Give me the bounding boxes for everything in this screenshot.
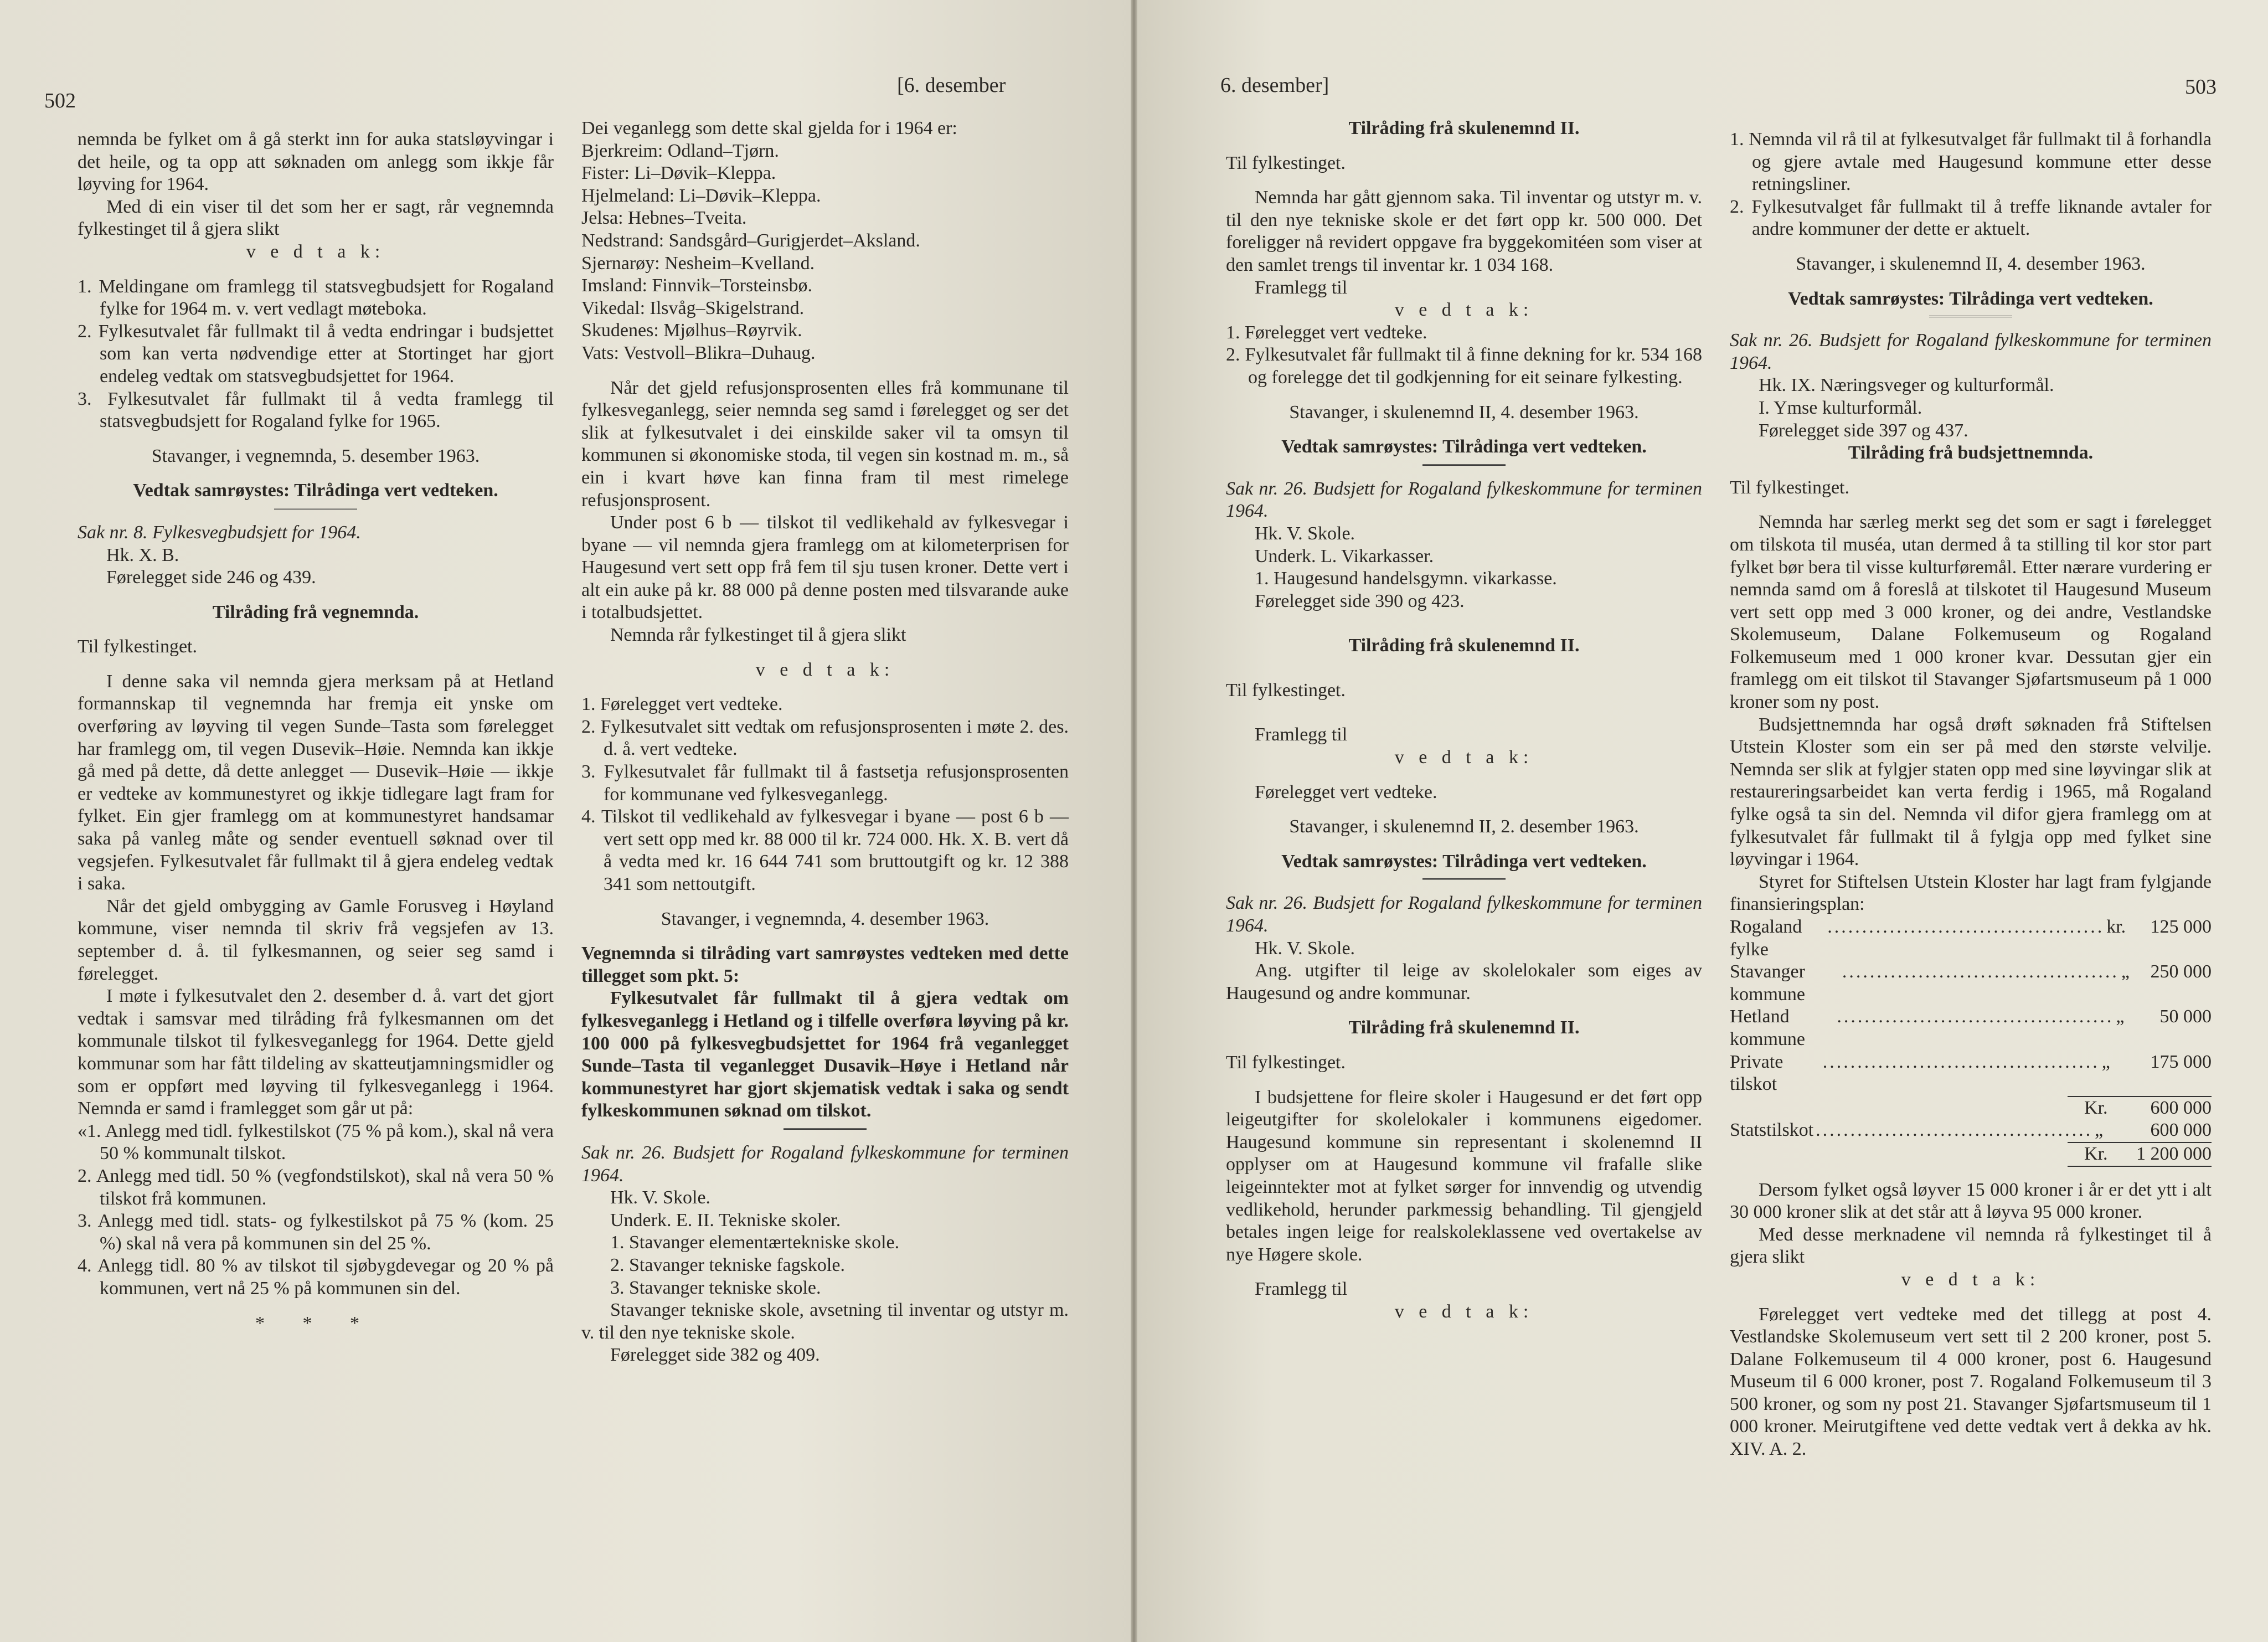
list-item: 1. Førelegget vert vedteke. (581, 694, 783, 715)
list-item: 2. Fylkesutvalet sitt vedtak om refusjonsprosenten i møte 2. des. d. å. vert vedteke. (581, 716, 1069, 760)
leader-dots: ........................................ (1822, 1051, 2100, 1072)
divider (1422, 878, 1506, 880)
section-heading: Tilråding frå budsjettnemnda. (1848, 442, 2094, 464)
finance-label: Private tilskot (1730, 1051, 1784, 1095)
right-column-1 (1226, 117, 1702, 1324)
case-line: Hk. V. Skole. (1255, 938, 1355, 959)
divider (1422, 464, 1506, 466)
vedtak-label: v e d t a k: (1901, 1269, 2040, 1290)
page-number: 502 (44, 89, 76, 112)
place-line: Vats: Vestvoll–Blikra–Duhaug. (581, 342, 816, 363)
list-item: «1. Anlegg med tidl. fylkestilskot (75 % på kom.), skal nå vera 50 % kommunalt tilskot. (78, 1120, 554, 1164)
addressee: Til fylkestinget. (1226, 680, 1346, 701)
list-item: 2. Fylkesutvalet får fullmakt til å finne dekning for kr. 534 168 og forelegge det til godkjenning for eit seinare fylkesting. (1226, 344, 1702, 388)
page-number: 503 (2185, 75, 2217, 99)
finance-amount: 50 000 (2159, 1006, 2212, 1027)
place-line: Skudenes: Mjølhus–Røyrvik. (581, 320, 802, 341)
finance-label: Hetland kommune (1730, 1006, 1805, 1049)
signature-line: Stavanger, i vegnemnda, 5. desember 1963. (151, 445, 480, 466)
paragraph: Dei veganlegg som dette skal gjelda for i 1964 er: (581, 118, 957, 138)
paragraph: Framlegg til (1255, 1279, 1348, 1300)
finance-label: Statstilskot (1730, 1120, 1814, 1141)
list-item: 1. Nemnda vil rå til at fylkesutvalget får fullmakt til å forhandla og gjere avtale med Haugesund kommune etter desse retningsliner. (1730, 129, 2212, 195)
divider (784, 1128, 867, 1130)
paragraph: nemnda be fylket om å gå sterkt inn for auka statsløyvingar i det heile, og ta opp att søknaden om anlegg som ikkje får løyving for 1964. (78, 129, 554, 195)
case-line: Ang. utgifter til leige av skolelokaler som eiges av Haugesund og andre kommunar. (1226, 960, 1702, 1003)
finance-amount: 175 000 (2150, 1051, 2212, 1072)
signature-line: Stavanger, i vegnemnda, 4. desember 1963. (661, 908, 989, 929)
left-column-1 (78, 128, 554, 1335)
addressee: Til fylkestinget. (1730, 477, 1849, 498)
case-title: Sak nr. 26. Budsjett for Rogaland fylkeskommune for terminen 1964. (1226, 478, 1702, 522)
running-head: [6. desember (897, 74, 1006, 97)
list-item: 2. Fylkesutvalet får fullmakt til å vedta endringar i budsjettet som kan verta nødvendige etter at Stortinget har gjort endeleg vedtak om statsvegbudsjettet for 1964. (78, 321, 554, 387)
paragraph: Når det gjeld ombygging av Gamle Forusveg i Høyland kommune, viser nemnda til skriv frå vegsjefen av 13. september d. å. til fylkesmannen, og seier seg samd i førelegget. (78, 895, 554, 984)
paragraph: Når det gjeld refusjonsprosenten elles frå kommunane til fylkesveganlegg, seier nemnda seg samd i førelegget og ser det slik at fylkesutvalet i dei einskilde saker vil ta omsyn til kommunen si økonomiske stoda, til vegen sin kostnad m. m., så ein i kvart høve kan finna fram til mest rimelege refusjonsprosent. (581, 377, 1069, 511)
finance-row (1730, 1051, 2212, 1096)
paragraph: Dersom fylket også løyver 15 000 kroner i år er det ytt i alt 30 000 kroner slik at det står att å løyva 95 000 kroner. (1730, 1179, 2212, 1223)
finance-currency: Kr. (2084, 1143, 2108, 1164)
finance-amount: 125 000 (2150, 917, 2212, 937)
paragraph: Førelegget vert vedteke. (1255, 781, 1437, 802)
case-line: Førelegget side 382 og 409. (610, 1345, 820, 1366)
paragraph: Framlegg til (1255, 724, 1348, 745)
paragraph: Nemnda har særleg merkt seg det som er sagt i førelegget om tilskota til muséa, utan dermed å ta stilling til kor stor part fylket bør bera til visse kulturføremål. Etter nærare vurdering er nemnda samd om å foreslå at tilskotet til Haugesund Museum vert sett opp med 3 000 kroner, og dei andre, Vestlandske Skolemuseum, Dalane Folkemuseum og Rogaland Folkemuseum med 1 000 kroner kvar. Dessutan gjer ein framlegg om eit tilskot til Stavanger Sjøfartsmuseum på 1 000 kroner som ny post. (1730, 512, 2212, 713)
case-line: Hk. X. B. (106, 544, 179, 565)
vedtak-label: v e d t a k: (1394, 1301, 1534, 1322)
case-line: Underk. L. Vikarkasser. (1255, 545, 1434, 567)
vote-result: Vedtak samrøystes: Tilrådinga vert vedteken. (133, 480, 498, 501)
section-heading: Tilråding frå skulenemnd II. (1348, 635, 1580, 656)
divider (274, 508, 357, 509)
case-line: Førelegget side 390 og 423. (1255, 590, 1465, 611)
case-title: Sak nr. 8. Fylkesvegbudsjett for 1964. (78, 522, 361, 543)
finance-total: 1 200 000 (2136, 1143, 2212, 1164)
signature-line: Stavanger, i skulenemnd II, 4. desember 1963. (1796, 253, 2146, 274)
finance-currency: Kr. (2084, 1097, 2108, 1118)
place-line: Sjernarøy: Nesheim–Kvelland. (581, 253, 815, 274)
list-item: 3. Fylkesutvalet får fullmakt til å fastsetja refusjonsprosenten for kommunane ved fylkesveganlegg. (581, 761, 1069, 805)
bold-resolution: Fylkesutvalet får fullmakt til å gjera vedtak om fylkesveganlegg i Hetland og i tilfelle overføra løyving på kr. 100 000 på fylkesvegbudsjettet for 1964 frå veganlegget Sunde–Tasta til veganlegget Dusavik–Høye i Hetland når kommunestyret har gjort skjematisk vedtak i saka og sendt fylkeskommunen søknad om tilskot. (581, 988, 1069, 1121)
case-line: 3. Stavanger tekniske skole. (610, 1277, 821, 1298)
list-item: 1. Førelegget vert vedteke. (1226, 322, 1427, 343)
case-line: 1. Stavanger elementærtekniske skole. (610, 1232, 900, 1253)
finance-currency: „ (2121, 961, 2130, 982)
finance-currency: „ (2116, 1006, 2125, 1027)
place-line: Bjerkreim: Odland–Tjørn. (581, 140, 779, 161)
section-heading: Tilråding frå skulenemnd II. (1348, 118, 1580, 138)
addressee: Til fylkestinget. (1226, 1052, 1346, 1073)
finance-currency: kr. (2106, 917, 2126, 937)
place-line: Fister: Li–Døvik–Kleppa. (581, 163, 776, 184)
paragraph: I denne saka vil nemnda gjera merksam på at Hetland formannskap til vegnemnda har fremja eit ynske om overføring av løyving til vegen Sunde–Tasta som førelegget har framlegg om, til vegen Dusevik–Høie. Nemnda kan ikkje gå med på dette, då dette anlegget — Dusevik–Høie — ikkje er vedteke av kommunestyret og ikkje tidlegare lagt fram for fylket. Ein gjer framlegg om at kommunestyret handsamar saka på vanleg måte og sender eventuell søknad over til vegsjefen. Fylkesutvalet får fullmakt til å gjera endeleg vedtak i saka. (78, 671, 554, 894)
paragraph: Framlegg til (1255, 277, 1348, 298)
leader-dots: ........................................ (1827, 917, 2105, 937)
finance-currency: „ (2095, 1120, 2104, 1141)
place-line: Jelsa: Hebnes–Tveita. (581, 208, 747, 229)
paragraph: Budsjettnemnda har også drøft søknaden frå Stiftelsen Utstein Kloster som ein ser på med den største velvilje. Nemnda ser slik at fylgjer staten opp med sine løyvingar slik at restaureringsarbeidet kan verta ferdig i 1965, må Rogaland fylke også ta sin del. Nemnda vil difor gjera framlegg om at fylkesutvalet får fullmakt til å fylgja opp med fylket sine løyvingar i 1964. (1730, 714, 2212, 870)
finance-table (1730, 916, 2212, 1167)
vote-result: Vedtak samrøystes: Tilrådinga vert vedteken. (1281, 436, 1647, 457)
finance-row (1730, 961, 2212, 1006)
case-line: 1. Haugesund handelsgymn. vikarkasse. (1255, 568, 1557, 589)
leader-dots: ........................................ (1837, 1006, 2114, 1027)
finance-subtotal-row (1730, 1097, 2212, 1120)
case-title: Sak nr. 26. Budsjett for Rogaland fylkeskommune for terminen 1964. (1226, 893, 1702, 936)
left-column-2 (581, 117, 1069, 1367)
divider (1929, 316, 2012, 317)
list-item: 1. Meldingane om framlegg til statsvegbudsjett for Rogaland fylke for 1964 m. v. vert vedlagt møteboka. (78, 276, 554, 320)
leader-dots: ........................................ (1842, 961, 2119, 982)
place-line: Vikedal: Ilsvåg–Skigelstrand. (581, 297, 805, 318)
place-line: Nedstrand: Sandsgård–Gurigjerdet–Aksland. (581, 230, 920, 251)
finance-label: Stavanger kommune (1730, 961, 1805, 1005)
right-column-2 (1730, 128, 2212, 1461)
paragraph: Styret for Stiftelsen Utstein Kloster har lagt fram fylgjande finansieringsplan: (1730, 871, 2212, 915)
vote-result: Vedtak samrøystes: Tilrådinga vert vedteken. (1788, 288, 2153, 309)
vedtak-label: v e d t a k: (1394, 300, 1534, 321)
case-line: Underk. E. II. Tekniske skoler. (610, 1209, 841, 1231)
signature-line: Stavanger, i skulenemnd II, 2. desember 1963. (1289, 816, 1639, 837)
running-head: 6. desember] (1220, 74, 1329, 97)
section-heading: Tilråding frå vegnemnda. (212, 601, 419, 622)
case-line: Stavanger tekniske skole, avsetning til inventar og utstyr m. v. til den nye tekniske skole. (581, 1300, 1069, 1343)
case-title: Sak nr. 26. Budsjett for Rogaland fylkeskommune for terminen 1964. (1730, 330, 2212, 373)
list-item: 3. Fylkesutvalet får fullmakt til å vedta framlegg til statsvegbudsjett for Rogaland fylke for 1965. (78, 388, 554, 432)
case-line: Hk. IX. Næringsveger og kulturformål. (1759, 375, 2054, 396)
list-item: 4. Tilskot til vedlikehald av fylkesvegar i byane — post 6 b — vert sett opp med kr. 88 000 til kr. 724 000. Hk. X. B. vert då å vedta med kr. 16 644 741 som bruttoutgift og kr. 12 388 341 som nettoutgift. (581, 806, 1069, 894)
finance-row (1730, 1006, 2212, 1051)
bold-resolution: Vegnemnda si tilråding vart samrøystes vedteken med dette tillegget som pkt. 5: (581, 943, 1069, 986)
signature-line: Stavanger, i skulenemnd II, 4. desember 1963. (1289, 402, 1639, 423)
finance-row (1730, 1119, 2212, 1142)
finance-row (1730, 916, 2212, 961)
case-title: Sak nr. 26. Budsjett for Rogaland fylkeskommune for terminen 1964. (581, 1142, 1069, 1186)
case-line: Førelegget side 246 og 439. (106, 567, 316, 588)
paragraph: I møte i fylkesutvalet den 2. desember d. å. vart det gjort vedtak i samsvar med tilråding frå fylkesmannen om det kommunale tilskot til fylkesveganlegg for 1964. Dette gjeld kommunar som har fått tildeling av skatteutjamningsmidler og som er oppført med løyving til fylkesveganlegg i 1964. Nemnda er samd i framlegget som går ut på: (78, 986, 554, 1119)
addressee: Til fylkestinget. (1226, 152, 1346, 173)
case-line: 2. Stavanger tekniske fagskole. (610, 1254, 845, 1275)
paragraph: Førelegget vert vedteke med det tillegg at post 4. Vestlandske Skolemuseum vert sett til 2 200 kroner, post 5. Dalane Folkemuseum til 4 000 kroner, post 6. Haugesund Museum til 6 000 kroner, post 7. Rogaland Folkemuseum til 3 500 kroner, og som ny post 21. Stavanger Sjøfartsmuseum til 1 000 kroner. Meirutgiftene ved dette vedtak vert å dekka av hk. XIV. A. 2. (1730, 1304, 2212, 1460)
case-line: Hk. V. Skole. (1255, 523, 1355, 544)
place-line: Hjelmeland: Li–Døvik–Kleppa. (581, 185, 821, 206)
right-page (1137, 0, 2268, 1642)
case-line: Hk. V. Skole. (610, 1187, 711, 1208)
finance-amount: 250 000 (2150, 961, 2212, 982)
left-page (0, 0, 1131, 1642)
list-item: 2. Anlegg med tidl. 50 % (vegfondstilskot), skal nå vera 50 % tilskot frå kommunen. (78, 1165, 554, 1209)
list-item: 4. Anlegg tidl. 80 % av tilskot til sjøbygdevegar og 20 % på kommunen, vert nå 25 % på kommunen sin del. (78, 1255, 554, 1299)
finance-subtotal: 600 000 (2150, 1097, 2212, 1118)
paragraph: Nemnda har gått gjennom saka. Til inventar og utstyr m. v. til den nye tekniske skole er det ført opp kr. 500 000. Det foreligger nå revidert oppgave fra byggekomitéen som viser at den samlet trengs til inventar kr. 1 034 168. (1226, 187, 1702, 275)
paragraph: I budsjettene for fleire skoler i Haugesund er det ført opp leigeutgifter for skolelokaler i kommunens eigedomer. Haugesund kommune sin representant i skolenemnd II opplyser om at Haugesund kommune vil frafalle slike leigeinntekter mot at fylket sørger for innvendig og utvendig vedlikehold, herunder parkmessig behandling. Til gjengjeld betales ingen leige for realskoleklassene ved overtakelse av nye Høgere skole. (1226, 1087, 1702, 1265)
case-line: I. Ymse kulturformål. (1759, 397, 1922, 418)
addressee: Til fylkestinget. (78, 636, 197, 657)
vedtak-label: v e d t a k: (1394, 747, 1534, 768)
separator-stars: * * * (255, 1312, 376, 1334)
place-line: Imsland: Finnvik–Torsteinsbø. (581, 275, 812, 296)
leader-dots: ........................................ (1816, 1120, 2093, 1141)
finance-label: Rogaland fylke (1730, 917, 1802, 960)
book-gutter (1131, 0, 1137, 1642)
list-item: 2. Fylkesutvalget får fullmakt til å treffe liknande avtaler for andre kommuner der dette er aktuelt. (1730, 196, 2212, 240)
finance-total-row (1730, 1143, 2212, 1166)
finance-amount: 600 000 (2150, 1120, 2212, 1141)
vote-result: Vedtak samrøystes: Tilrådinga vert vedteken. (1281, 851, 1647, 872)
list-item: 3. Anlegg med tidl. stats- og fylkestilskot på 75 % (kom. 25 %) skal nå vera på kommunen sin del 25 %. (78, 1211, 554, 1254)
section-heading: Tilråding frå skulenemnd II. (1348, 1017, 1580, 1038)
finance-currency: „ (2101, 1051, 2110, 1072)
vedtak-label: v e d t a k: (246, 241, 385, 262)
paragraph: Under post 6 b — tilskot til vedlikehald av fylkesvegar i byane — vil nemnda gjera framlegg om at kilometerprisen for Haugesund vert sett opp frå fem til sju tusen kroner. Dette vert i alt ein auke på kr. 88 000 på denne posten med tilsvarande auke i totalbudsjettet. (581, 512, 1069, 623)
paragraph: Med desse merknadene vil nemnda rå fylkestinget til å gjera slikt (1730, 1224, 2212, 1268)
case-line: Førelegget side 397 og 437. (1759, 420, 1968, 441)
paragraph: Nemnda rår fylkestinget til å gjera slikt (610, 625, 906, 646)
paragraph: Med di ein viser til det som her er sagt, rår vegnemnda fylkestinget til å gjera slikt (78, 196, 554, 240)
vedtak-label: v e d t a k: (755, 659, 895, 680)
